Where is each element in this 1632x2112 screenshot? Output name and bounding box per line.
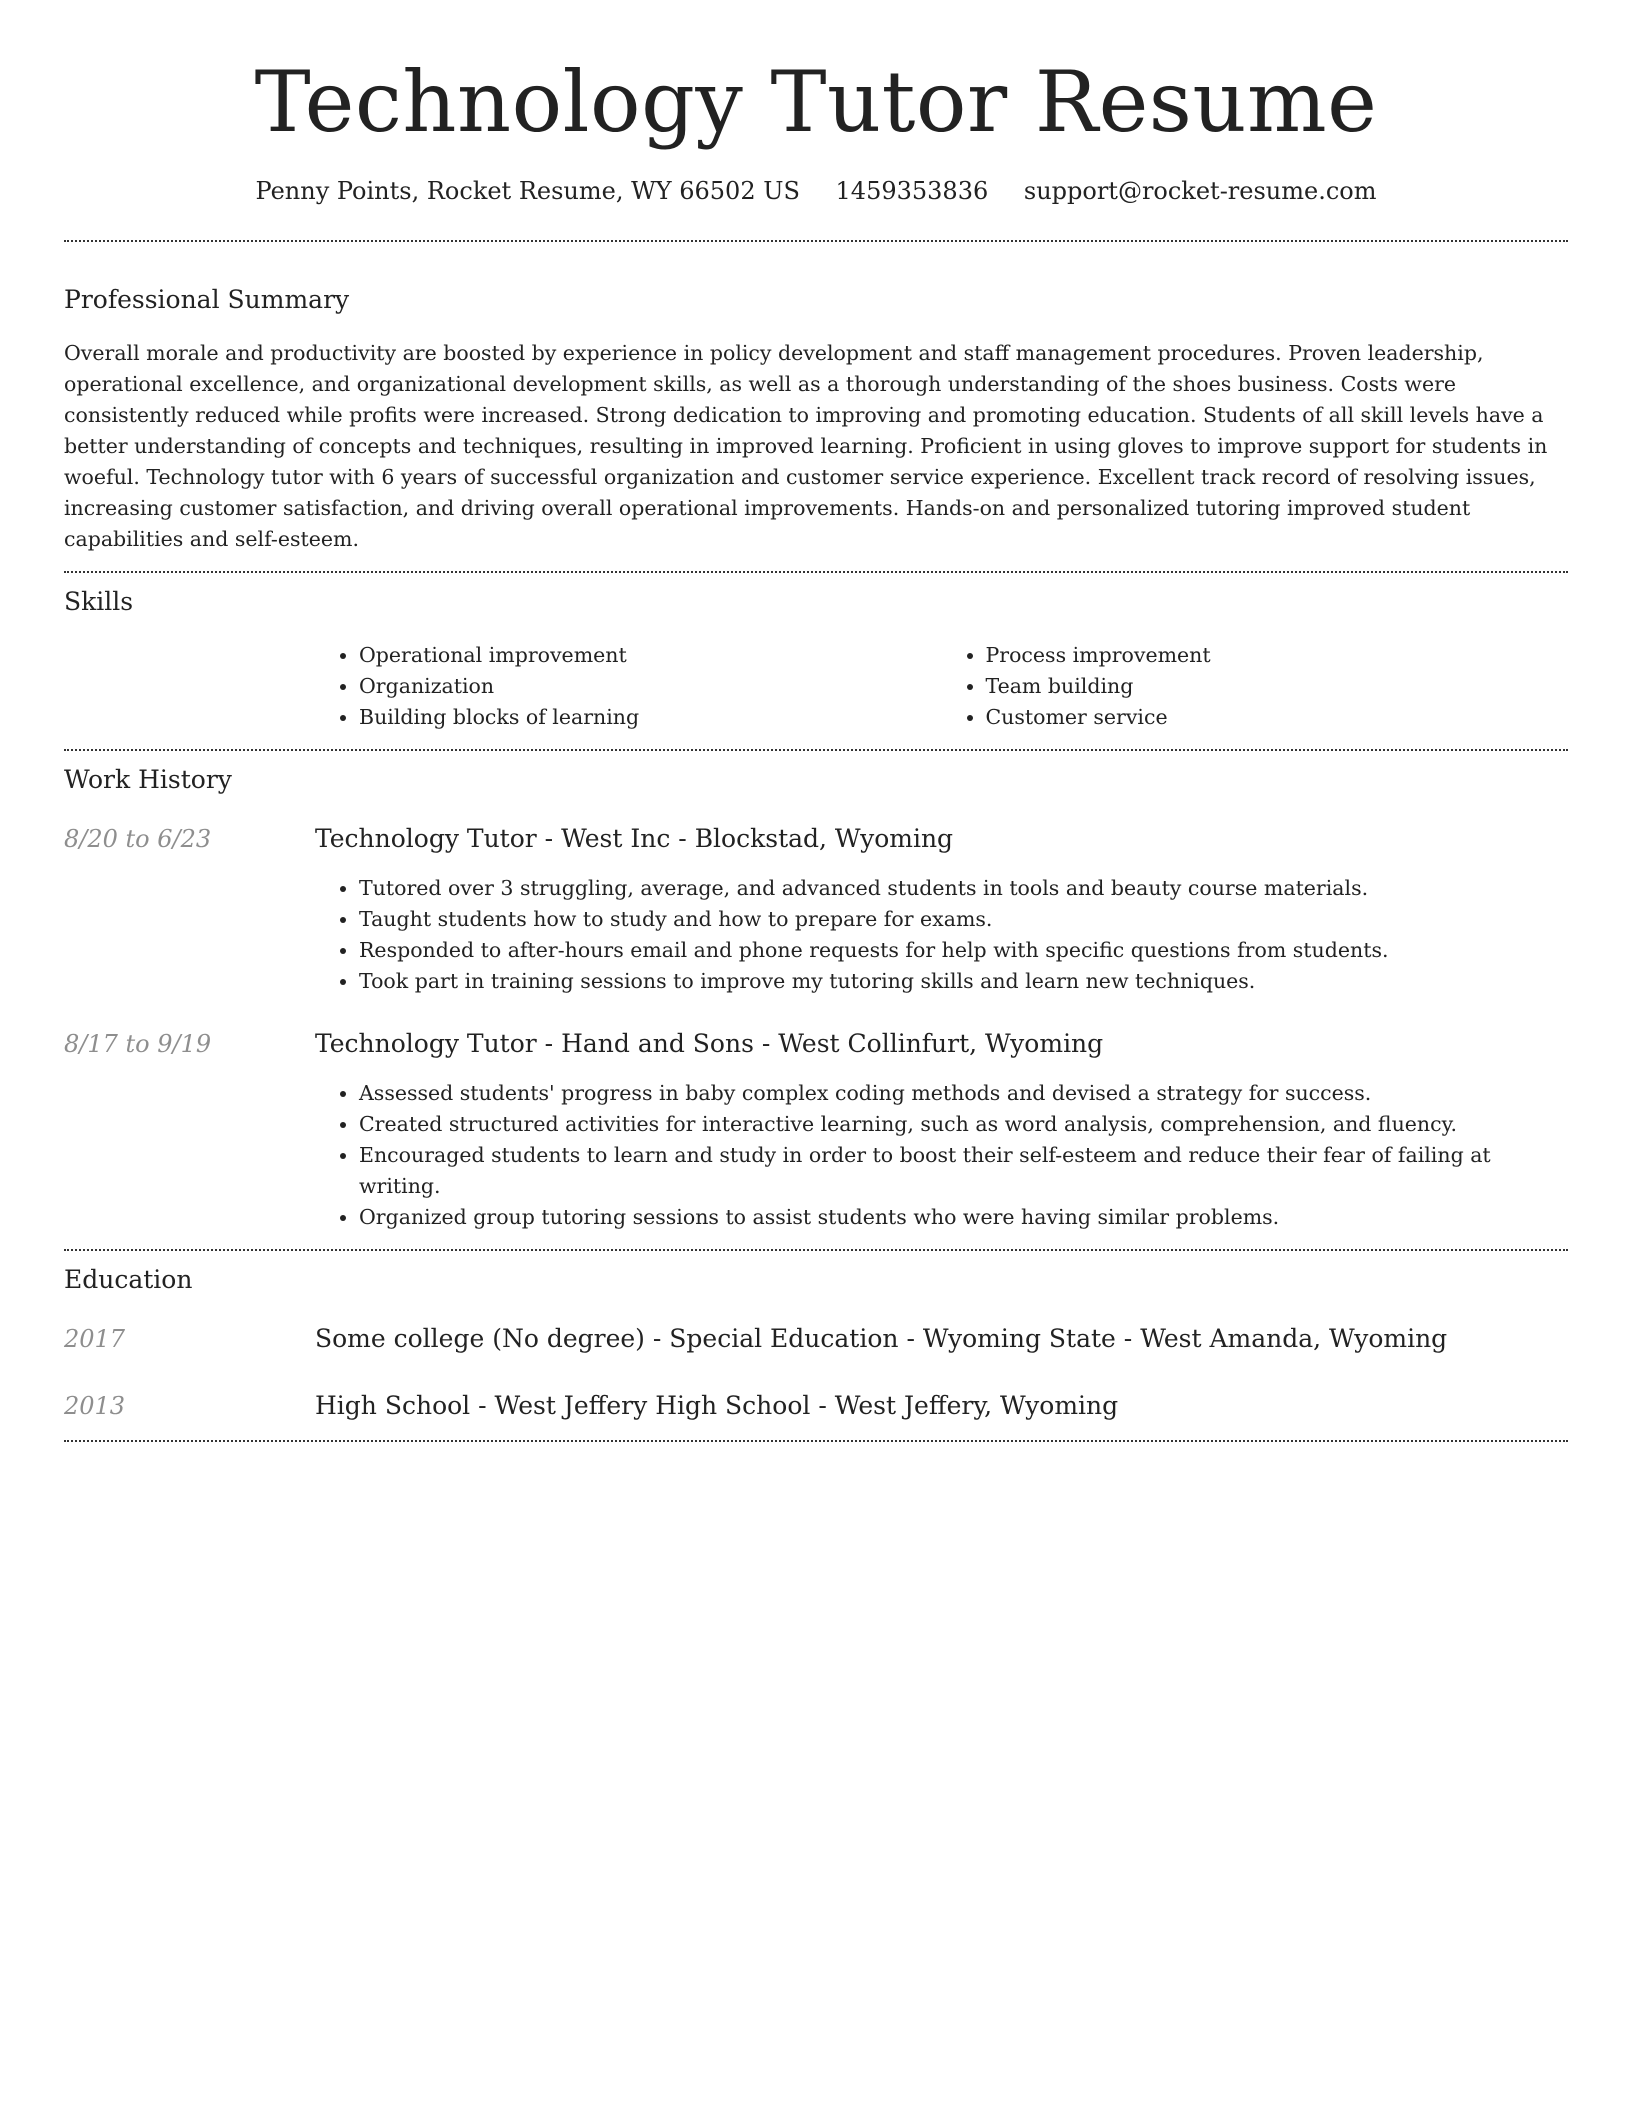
education-school: West Jeffery High School [494, 1391, 811, 1420]
skills-list-left [315, 640, 942, 733]
education-degree: Some college (No degree) [315, 1324, 645, 1353]
job-bullet: • Created structured activities for interactive learning, such as word analysis, comprehension, and fluency. [359, 1109, 1568, 1140]
skills-section [64, 586, 1568, 733]
education-location: West Jeffery, Wyoming [834, 1391, 1119, 1420]
job-dates: 8/20 to 6/23 [64, 825, 212, 853]
job-location: West Collinfurt, Wyoming [778, 1029, 1104, 1058]
separator: - [753, 1029, 779, 1058]
job-bullet: • Tutored over 3 struggling, average, and advanced students in tools and beauty course materials. [359, 873, 1568, 904]
skill-item: • Operational improvement [359, 640, 942, 671]
education-heading-line [315, 1390, 1568, 1422]
skills-list-right [942, 640, 1569, 733]
skill-item: • Organization [359, 671, 942, 702]
job-bullet: • Organized group tutoring sessions to assist students who were having similar problems. [359, 1202, 1568, 1233]
divider [64, 571, 1568, 573]
education-heading-line [315, 1323, 1568, 1355]
education-entry [64, 1323, 1568, 1355]
job-company: Hand and Sons [561, 1029, 754, 1058]
divider [64, 240, 1568, 242]
education-school: Wyoming State [922, 1324, 1116, 1353]
education-degree: High School [315, 1391, 471, 1420]
separator: - [536, 824, 562, 853]
summary-section [64, 284, 1568, 555]
job-title: Technology Tutor [315, 824, 537, 853]
job-title: Technology Tutor [315, 1029, 537, 1058]
divider [64, 749, 1568, 751]
skill-item: • Process improvement [986, 640, 1569, 671]
job-bullet: • Responded to after-hours email and phone requests for help with specific questions from students. [359, 935, 1568, 966]
job-heading [315, 823, 1568, 855]
job-bullet: • Encouraged students to learn and study in order to boost their self-esteem and reduce their fear of failing at writing. [359, 1140, 1568, 1202]
skills-grid [315, 640, 1568, 733]
job-bullet: • Taught students how to study and how to prepare for exams. [359, 904, 1568, 935]
education-entry [64, 1390, 1568, 1422]
education-year: 2017 [64, 1325, 126, 1353]
contact-line [64, 176, 1568, 206]
education-location: West Amanda, Wyoming [1140, 1324, 1448, 1353]
education-heading: Education [64, 1265, 193, 1294]
separator: - [898, 1324, 923, 1353]
separator: - [644, 1324, 670, 1353]
skills-heading: Skills [64, 587, 134, 616]
separator: - [670, 824, 695, 853]
separator: - [470, 1391, 495, 1420]
job-entry [64, 1028, 1568, 1233]
contact-address: Penny Points, Rocket Resume, WY 66502 US [255, 177, 800, 205]
summary-heading: Professional Summary [64, 285, 350, 314]
resume-title: Technology Tutor Resume [254, 53, 1378, 151]
contact-email: support@rocket-resume.com [1023, 177, 1377, 205]
divider [64, 1440, 1568, 1442]
job-company: West Inc [561, 824, 671, 853]
job-bullets [315, 873, 1568, 997]
skill-item: • Building blocks of learning [359, 702, 942, 733]
education-year: 2013 [64, 1392, 126, 1420]
resume-page [64, 0, 1568, 1442]
job-bullet: • Took part in training sessions to improve my tutoring skills and learn new techniques. [359, 966, 1568, 997]
separator: - [536, 1029, 562, 1058]
divider [64, 1249, 1568, 1251]
job-dates: 8/17 to 9/19 [64, 1030, 212, 1058]
job-entry [64, 823, 1568, 997]
separator: - [1115, 1324, 1141, 1353]
education-field: Special Education [669, 1324, 899, 1353]
separator: - [810, 1391, 835, 1420]
job-bullets [315, 1078, 1568, 1233]
job-bullet: • Assessed students' progress in baby complex coding methods and devised a strategy for success. [359, 1078, 1568, 1109]
summary-text: Overall morale and productivity are boosted by experience in policy development and staff management procedures. Proven leadership, operational excellence, and organizational development skills, as well as a thorough understanding of the shoes business. Costs were consistently reduced while profits were increased. Strong dedication to improving and promoting education. Students of all skill levels have a better understanding of concepts and techniques, resulting in improved learning. Proficient in using gloves to improve support for students in woeful. Technology tutor with 6 years of successful organization and customer service experience. Excellent track record of resolving issues, increasing customer satisfaction, and driving overall operational improvements. Hands-on and personalized tutoring improved student capabilities and self-esteem. [64, 341, 1548, 551]
work-heading: Work History [64, 765, 232, 794]
job-location: Blockstad, Wyoming [694, 824, 954, 853]
contact-phone: 1459353836 [835, 177, 989, 205]
education-section [64, 1264, 1568, 1422]
work-section [64, 764, 1568, 1233]
skill-item: • Team building [986, 671, 1569, 702]
job-heading [315, 1028, 1568, 1060]
skill-item: • Customer service [986, 702, 1569, 733]
